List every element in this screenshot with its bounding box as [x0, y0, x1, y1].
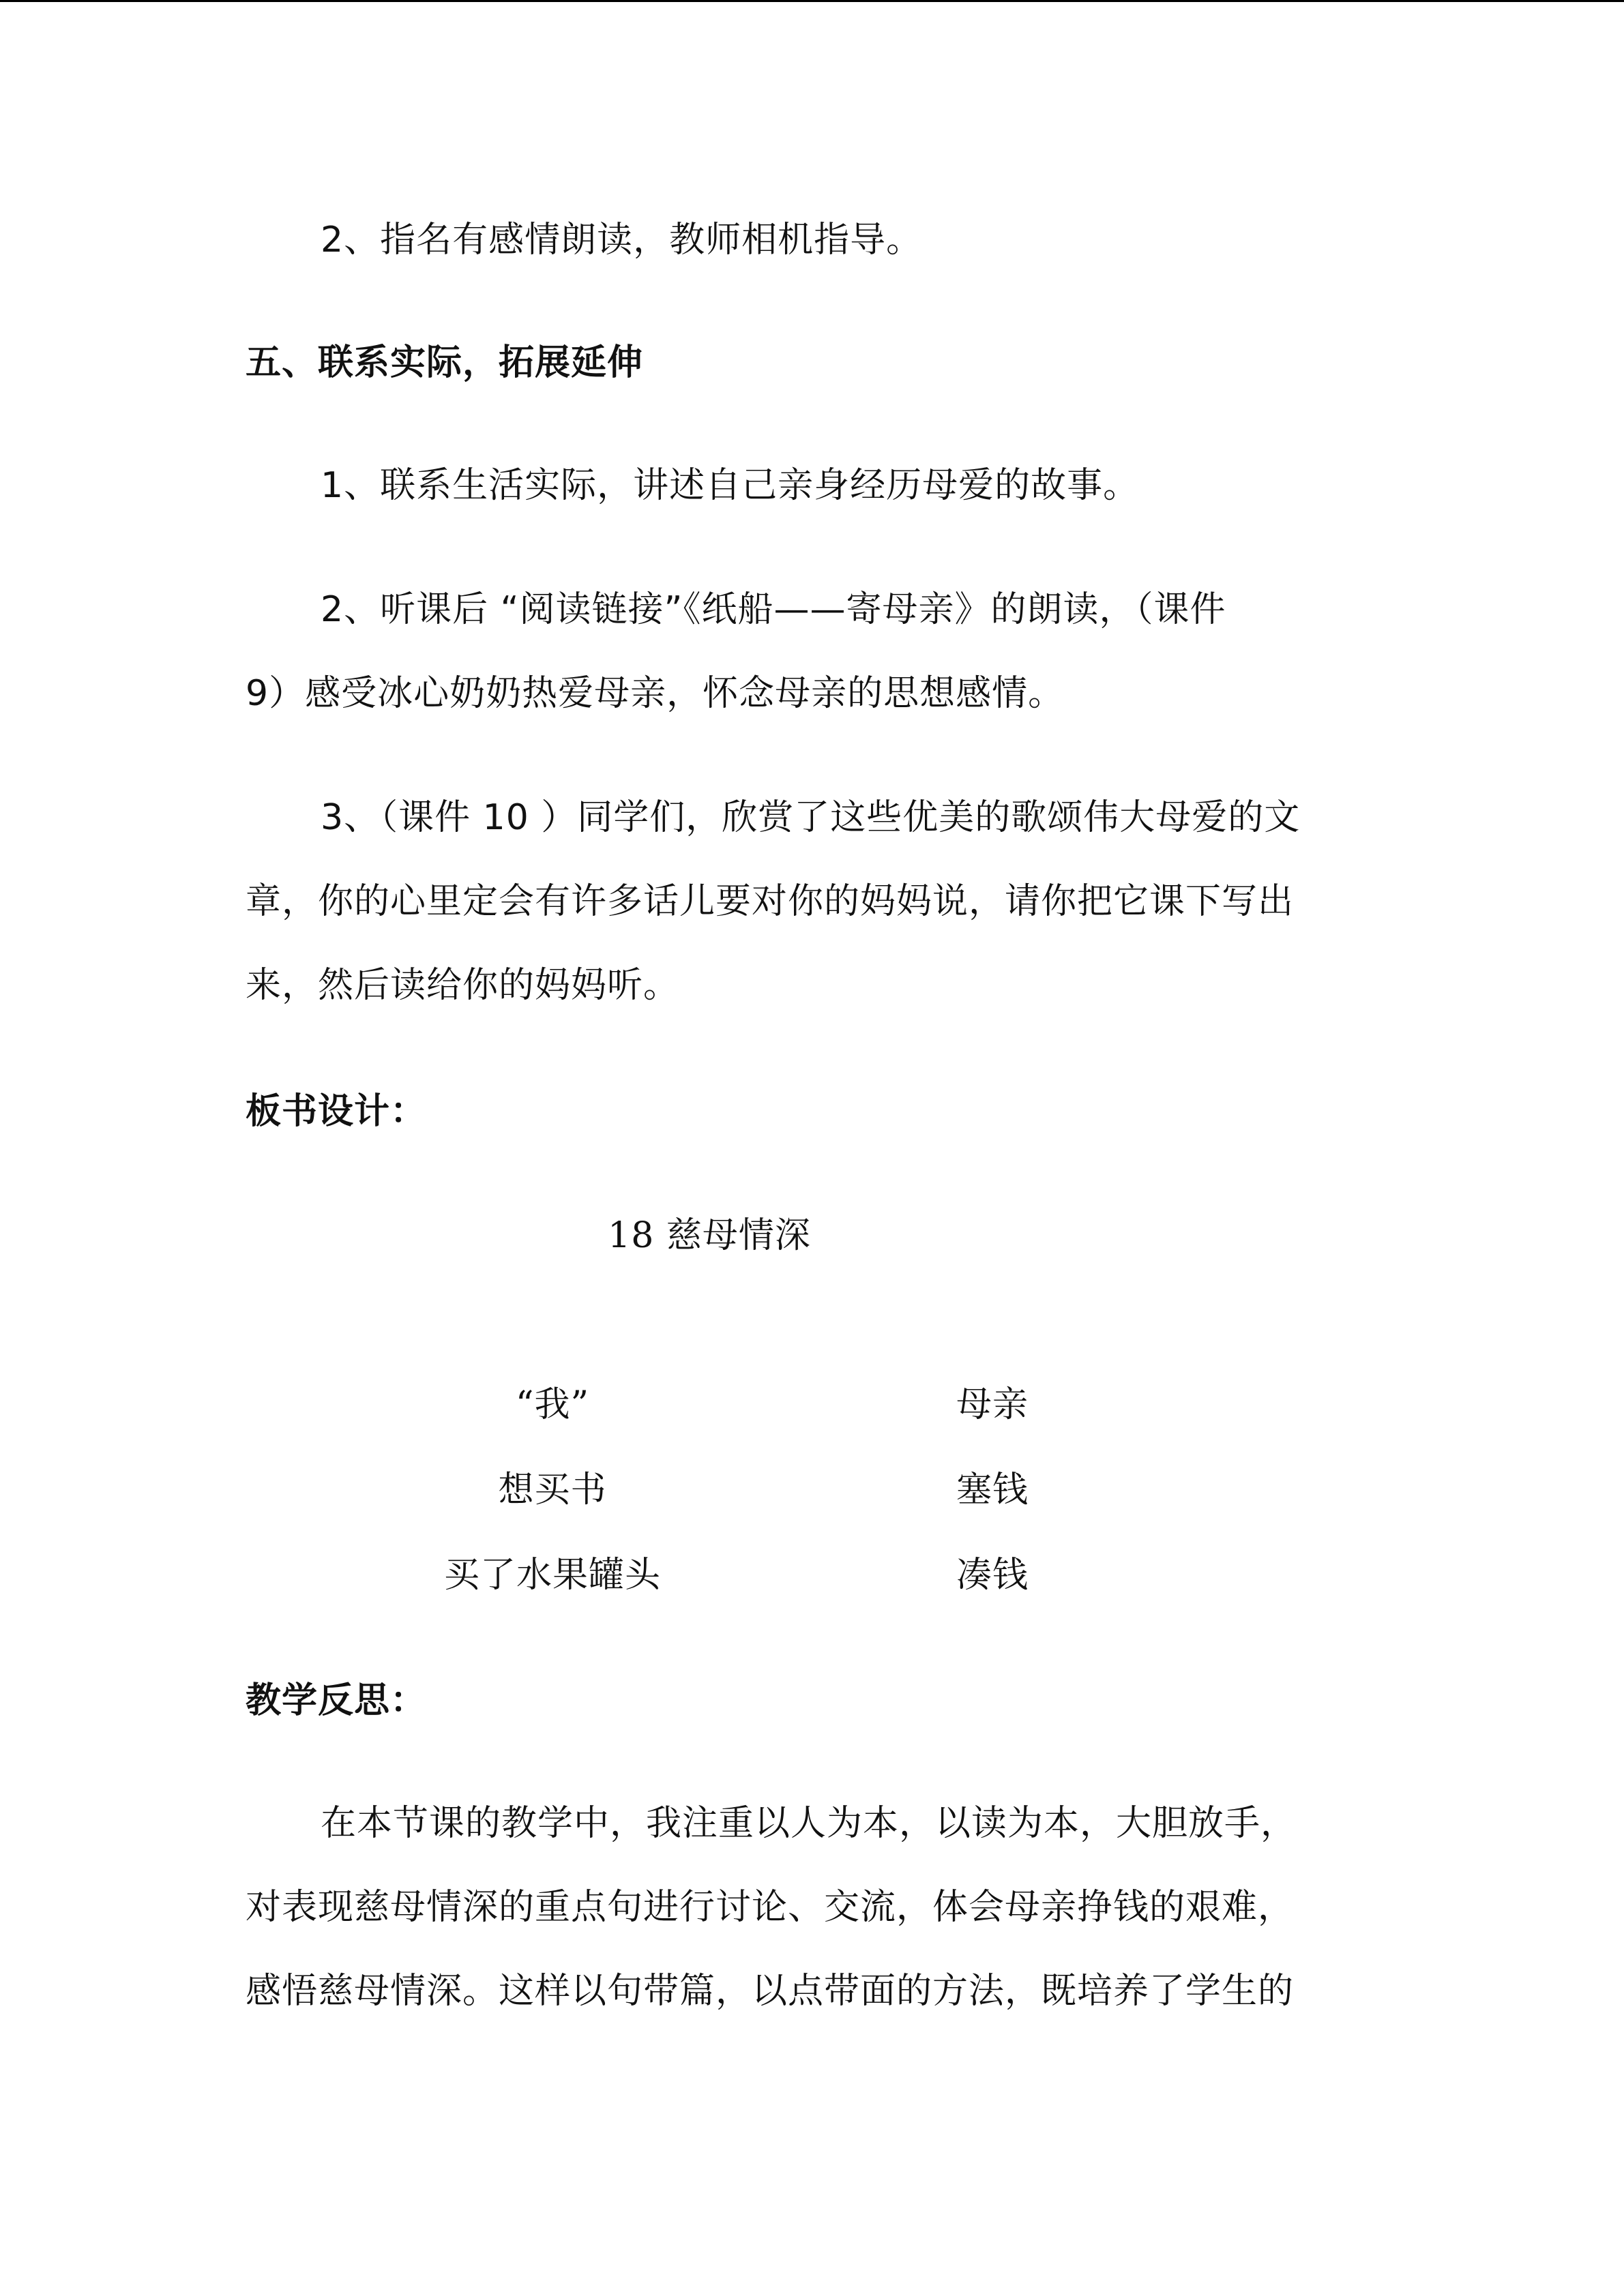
reflection-heading: 教学反思： [246, 1680, 427, 1721]
page-top-border [0, 0, 1624, 2]
section-item-1: 1、联系生活实际，讲述自己亲身经历母爱的故事。 [321, 465, 1140, 506]
reflection-line-2: 对表现慈母情深的重点句进行讨论、交流，体会母亲挣钱的艰难， [246, 1887, 1295, 1928]
section-item-3-line-2: 章，你的心里定会有许多话儿要对你的妈妈说，请你把它课下写出 [246, 881, 1295, 922]
board-left-item: “我” [515, 1384, 590, 1425]
section-item-3-line-1: 3、（课件 10 ）同学们，欣赏了这些优美的歌颂伟大母爱的文 [321, 797, 1301, 838]
section-item-2-line-2: 9）感受冰心奶奶热爱母亲，怀念母亲的思想感情。 [246, 673, 1065, 714]
board-right-item: 塞钱 [956, 1470, 1029, 1510]
reflection-line-1: 在本节课的教学中，我注重以人为本，以读为本，大胆放手， [321, 1803, 1297, 1844]
section-item-3-line-3: 来，然后读给你的妈妈听。 [246, 965, 680, 1006]
section-heading-extension: 五、联系实际，拓展延伸 [246, 342, 644, 383]
board-design-heading: 板书设计： [246, 1091, 427, 1132]
board-left-item: 买了水果罐头 [443, 1555, 661, 1596]
board-left-item: 想买书 [498, 1470, 607, 1510]
step-item-read-aloud: 2、指名有感情朗读，教师相机指导。 [321, 220, 923, 260]
board-title: 18 慈母情深 [608, 1215, 811, 1256]
section-item-2-line-1: 2、听课后 “阅读链接”《纸船——寄母亲》的朗读，（课件 [321, 589, 1226, 630]
reflection-line-3: 感悟慈母情深。这样以句带篇，以点带面的方法，既培养了学生的 [246, 1971, 1295, 2012]
board-right-item: 凑钱 [956, 1555, 1029, 1596]
board-right-item: 母亲 [956, 1384, 1029, 1425]
